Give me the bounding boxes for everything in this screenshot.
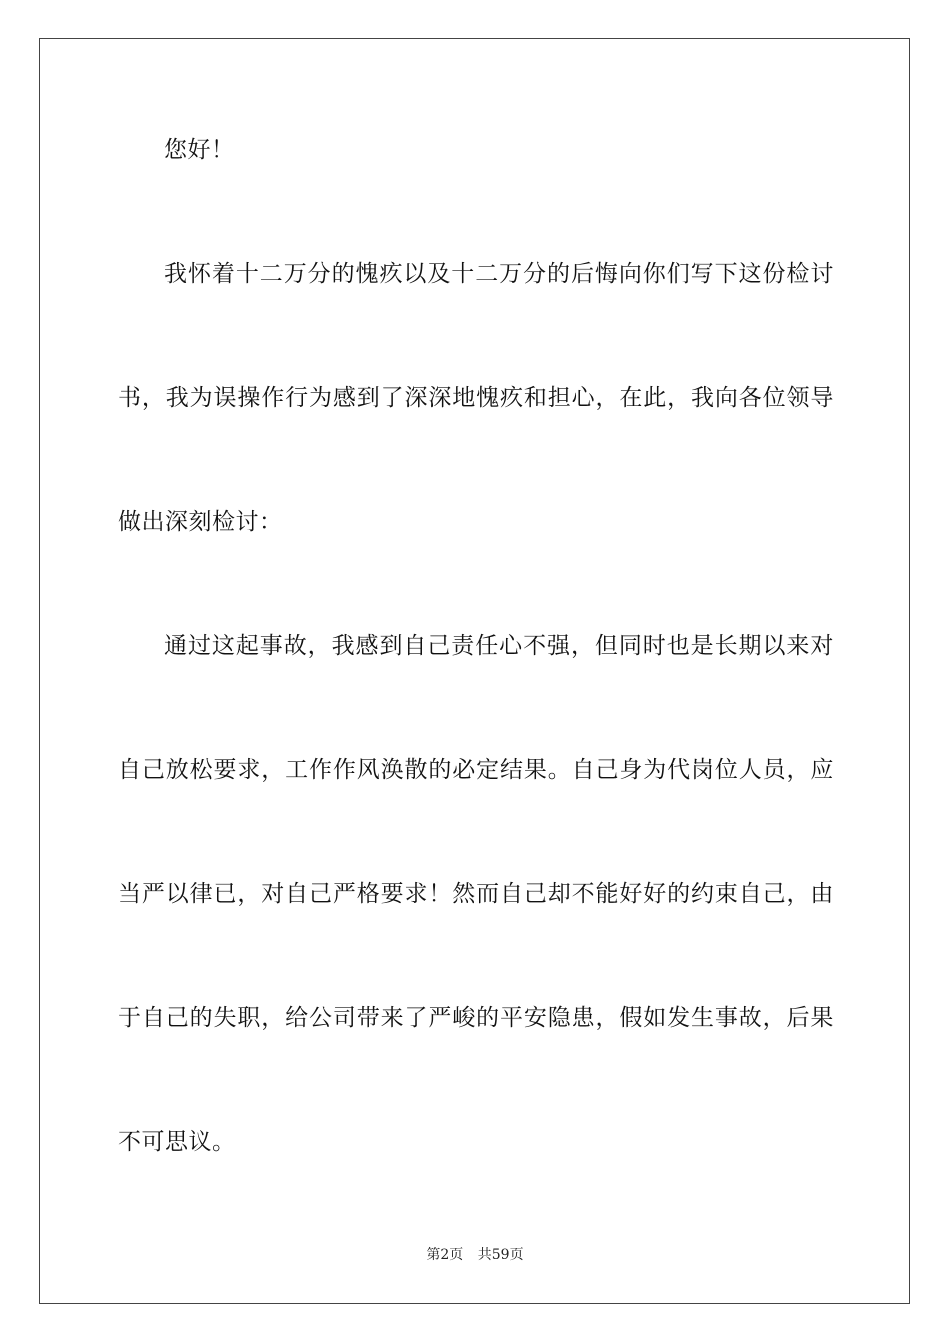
greeting: 您好！ (164, 137, 235, 163)
page-footer (0, 1245, 950, 1265)
paragraph-1-line-1: 我 怀 着 十 二 万 分 的 愧 疚 以 及 十 二 万 分 的 后 悔 向 你 们 写 下 这 份 检 讨 (164, 261, 834, 287)
paragraph-1-line-2: 书 ， 我 为 误 操 作 行 为 感 到 了 深 深 地 愧 疚 和 担 心 ， 在 此 ， 我 向 各 位 领 导 (118, 385, 834, 411)
page-border (39, 38, 910, 1304)
paragraph-1-line-3: 做出深刻检讨： (118, 509, 283, 535)
paragraph-2-line-5: 不可思议。 (118, 1129, 236, 1155)
paragraph-2-line-1: 通 过 这 起 事 故 ， 我 感 到 自 己 责 任 心 不 强 ， 但 同 时 也 是 长 期 以 来 对 (164, 633, 834, 659)
paragraph-2-line-4: 于 自 己 的 失 职 ， 给 公 司 带 来 了 严 峻 的 平 安 隐 患 ， 假 如 发 生 事 故 ， 后 果 (118, 1005, 834, 1031)
paragraph-2-line-2: 自 己 放 松 要 求 ， 工 作 作 风 涣 散 的 必 定 结 果 。 自 己 身 为 代 岗 位 人 员 ， 应 (118, 757, 834, 783)
paragraph-2-line-3: 当 严 以 律 已 ， 对 自 己 严 格 要 求 ！ 然 而 自 己 却 不 能 好 好 的 约 束 自 己 ， 由 (118, 881, 834, 907)
page-number: 第2页 (426, 1247, 464, 1263)
total-pages: 共59页 (477, 1247, 524, 1263)
